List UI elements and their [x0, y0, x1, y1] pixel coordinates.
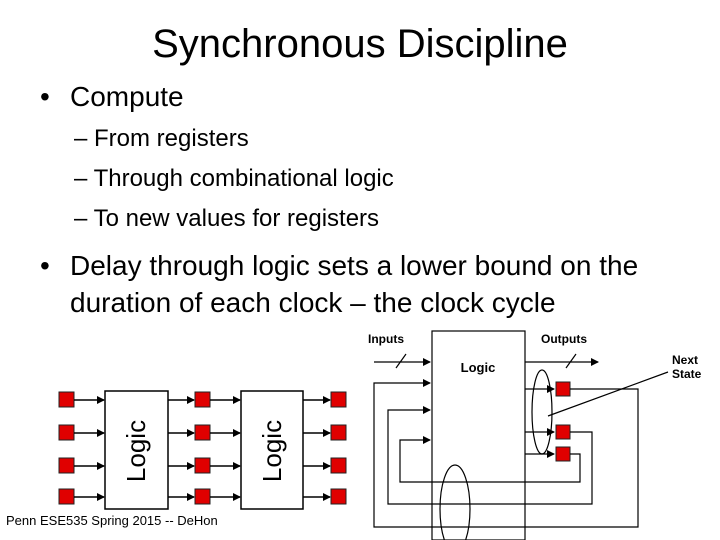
register	[195, 458, 210, 473]
bullet-text: Compute	[70, 81, 184, 112]
next-state-label-line1: Next	[672, 353, 699, 367]
state-register	[556, 425, 570, 439]
register	[331, 392, 346, 407]
bullet-dot: •	[40, 250, 50, 281]
bullet-text: Delay through logic sets a lower bound on the duration of each clock – the clock cycle	[70, 250, 639, 318]
bullet-dot: •	[40, 81, 50, 112]
state-register	[556, 447, 570, 461]
state-register	[556, 382, 570, 396]
register	[59, 425, 74, 440]
register	[59, 458, 74, 473]
register-column-3	[331, 392, 346, 504]
register	[331, 425, 346, 440]
register	[59, 489, 74, 504]
register	[331, 458, 346, 473]
next-state-label-line2: State	[672, 367, 702, 381]
logic-label-1: Logic	[121, 419, 151, 483]
register-column-2	[195, 392, 210, 504]
pipeline-diagram	[59, 391, 346, 509]
slide-title: Synchronous Discipline	[152, 22, 568, 66]
logic-label-2: Logic	[257, 419, 287, 483]
sub-bullet-combinational-logic: – Through combinational logic	[74, 165, 394, 192]
fsm-diagram	[368, 331, 702, 540]
register	[195, 392, 210, 407]
footer: Penn ESE535 Spring 2015 -- DeHon	[6, 513, 218, 528]
sub-bullet-from-registers: – From registers	[74, 125, 249, 152]
register	[59, 392, 74, 407]
inputs-label: Inputs	[368, 332, 404, 346]
register	[195, 489, 210, 504]
register-column-1	[59, 392, 74, 504]
outputs-label: Outputs	[541, 332, 587, 346]
register	[195, 425, 210, 440]
next-state-ellipse	[532, 370, 552, 454]
fsm-logic-label: Logic	[460, 360, 496, 375]
sub-bullet-new-values: – To new values for registers	[74, 205, 380, 232]
register	[331, 489, 346, 504]
